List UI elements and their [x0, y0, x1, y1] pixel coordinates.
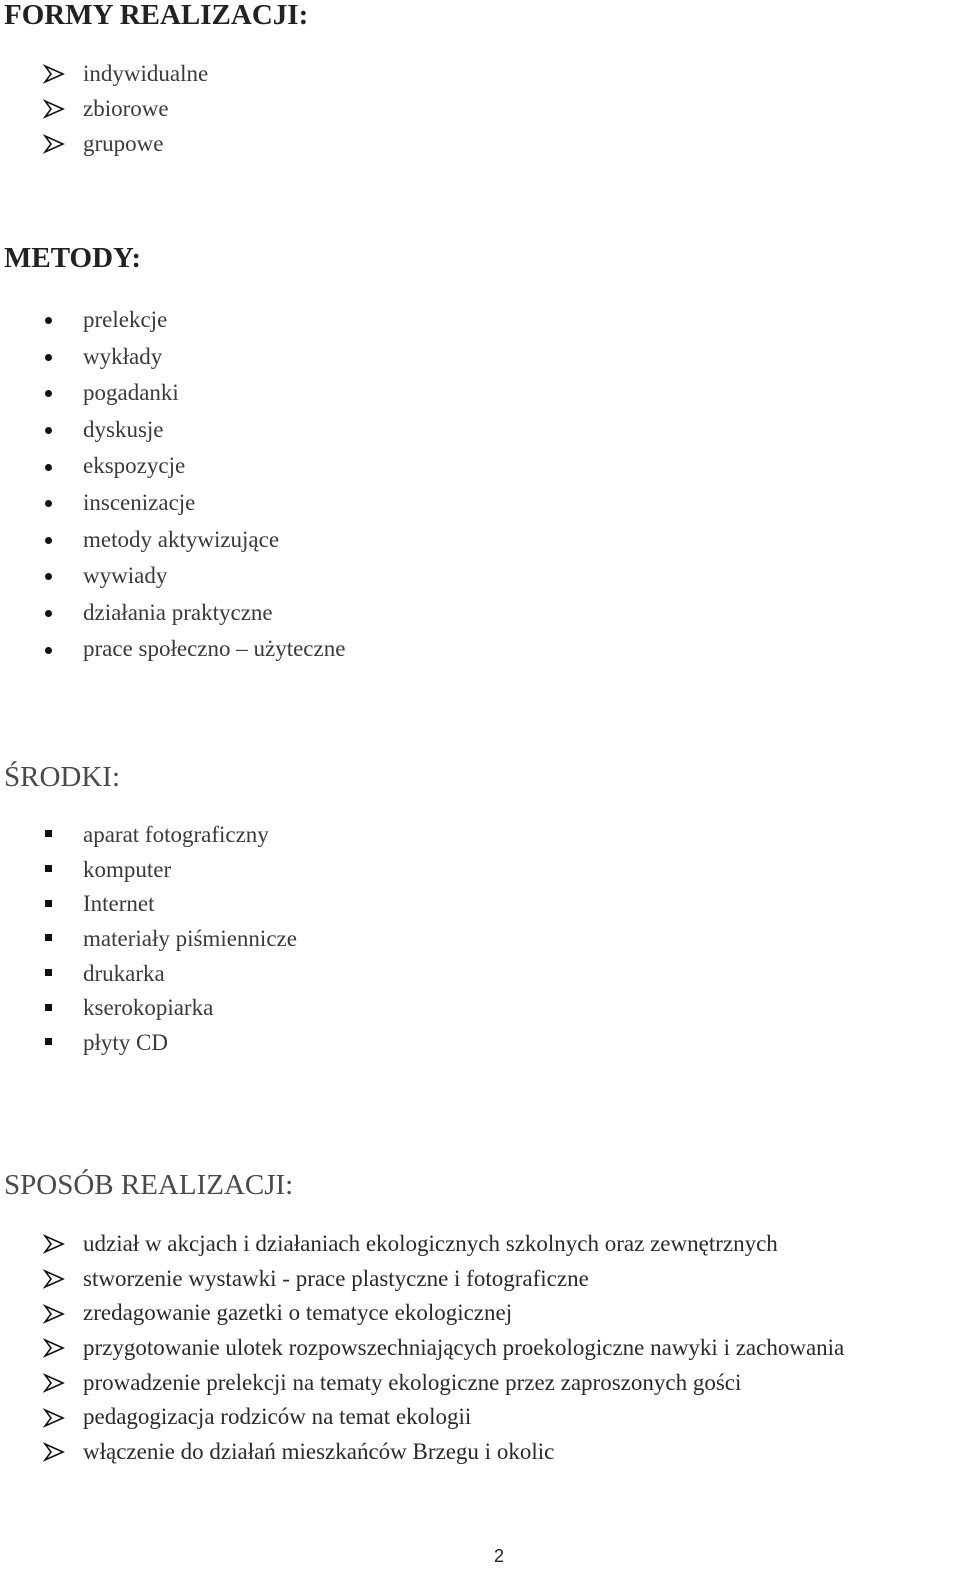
list-item	[0, 1296, 844, 1331]
list-item-label: dyskusje	[83, 416, 164, 442]
list-item-label: komputer	[83, 856, 172, 882]
page-number: 2	[493, 1546, 504, 1566]
list-item-label: przygotowanie ulotek rozpowszechniających proekologiczne nawyki i zachowania	[83, 1335, 845, 1361]
list-item-label: indywidualne	[83, 61, 209, 86]
round-bullet-icon	[45, 537, 52, 544]
list-item	[0, 91, 208, 126]
list-item	[0, 558, 345, 595]
square-bullet-icon	[45, 865, 52, 872]
ways-list	[0, 1227, 844, 1470]
list-item	[0, 1262, 844, 1297]
list-item-label: inscenizacje	[83, 489, 196, 515]
list-item-label: zbiorowe	[83, 96, 169, 121]
round-bullet-icon	[45, 427, 52, 434]
list-item-label: pedagogizacja rodziców na temat ekologii	[83, 1404, 472, 1430]
round-bullet-icon	[45, 500, 52, 507]
list-item	[0, 522, 345, 559]
list-item-label: wywiady	[83, 563, 168, 589]
list-item-label: metody aktywizujące	[83, 526, 280, 552]
list-item-label: działania praktyczne	[83, 599, 273, 625]
list-item-label: materiały piśmiennicze	[83, 926, 297, 952]
list-item-label: aparat fotograficzny	[83, 822, 269, 847]
list-item	[0, 922, 297, 957]
list-item	[0, 1366, 844, 1401]
list-item	[0, 631, 345, 668]
round-bullet-icon	[45, 573, 52, 580]
square-bullet-icon	[45, 969, 52, 976]
list-item-label: pogadanki	[83, 380, 179, 406]
arrowhead-bullet-icon	[43, 134, 65, 154]
list-item	[0, 1400, 844, 1435]
forms-list	[0, 56, 208, 161]
list-item	[0, 818, 297, 853]
arrowhead-bullet-icon	[43, 64, 65, 84]
list-item	[0, 302, 345, 339]
arrowhead-bullet-icon	[43, 1408, 65, 1428]
square-bullet-icon	[45, 830, 52, 837]
list-item-label: zredagowanie gazetki o tematyce ekologicznej	[83, 1300, 513, 1326]
list-item	[0, 56, 208, 91]
list-item	[0, 853, 297, 888]
list-item	[0, 1026, 297, 1061]
round-bullet-icon	[45, 464, 52, 471]
methods-list	[0, 302, 345, 668]
list-item-label: grupowe	[83, 131, 164, 156]
list-item-label: Internet	[83, 891, 155, 917]
list-item	[0, 957, 297, 992]
section-title-methods: METODY:	[4, 242, 141, 274]
list-item	[0, 1435, 844, 1470]
list-item-label: prelekcje	[83, 307, 168, 332]
arrowhead-bullet-icon	[43, 1373, 65, 1393]
round-bullet-icon	[45, 610, 52, 617]
square-bullet-icon	[45, 1004, 52, 1011]
arrowhead-bullet-icon	[43, 1234, 65, 1254]
section-title-ways: SPOSÓB REALIZACJI:	[4, 1169, 294, 1201]
list-item-label: udział w akcjach i działaniach ekologicznych szkolnych oraz zewnętrznych	[83, 1231, 778, 1256]
arrowhead-bullet-icon	[43, 99, 65, 119]
list-item-label: ekspozycje	[83, 453, 186, 479]
square-bullet-icon	[45, 900, 52, 907]
round-bullet-icon	[45, 354, 52, 361]
arrowhead-bullet-icon	[43, 1442, 65, 1462]
list-item-label: drukarka	[83, 960, 165, 986]
list-item-label: prowadzenie prelekcji na tematy ekologiczne przez zaproszonych gości	[83, 1369, 742, 1395]
list-item	[0, 485, 345, 522]
list-item	[0, 1331, 844, 1366]
list-item	[0, 991, 297, 1026]
list-item	[0, 448, 345, 485]
square-bullet-icon	[45, 1038, 52, 1045]
list-item-label: płyty CD	[83, 1030, 168, 1056]
section-title-means: ŚRODKI:	[4, 761, 121, 793]
list-item-label: włączenie do działań mieszkańców Brzegu i okolic	[83, 1439, 555, 1465]
list-item	[0, 375, 345, 412]
square-bullet-icon	[45, 934, 52, 941]
list-item-label: wykłady	[83, 343, 163, 369]
means-list	[0, 818, 297, 1061]
round-bullet-icon	[45, 647, 52, 654]
arrowhead-bullet-icon	[43, 1338, 65, 1358]
round-bullet-icon	[45, 390, 52, 397]
list-item	[0, 126, 208, 161]
arrowhead-bullet-icon	[43, 1269, 65, 1289]
list-item-label: kserokopiarka	[83, 995, 214, 1021]
list-item	[0, 412, 345, 449]
list-item	[0, 339, 345, 376]
section-title-forms: FORMY REALIZACJI:	[4, 0, 309, 31]
list-item	[0, 595, 345, 632]
list-item	[0, 887, 297, 922]
list-item	[0, 1227, 844, 1262]
list-item-label: stworzenie wystawki - prace plastyczne i fotograficzne	[83, 1265, 589, 1291]
round-bullet-icon	[45, 317, 52, 324]
arrowhead-bullet-icon	[43, 1304, 65, 1324]
list-item-label: prace społeczno – użyteczne	[83, 636, 346, 662]
